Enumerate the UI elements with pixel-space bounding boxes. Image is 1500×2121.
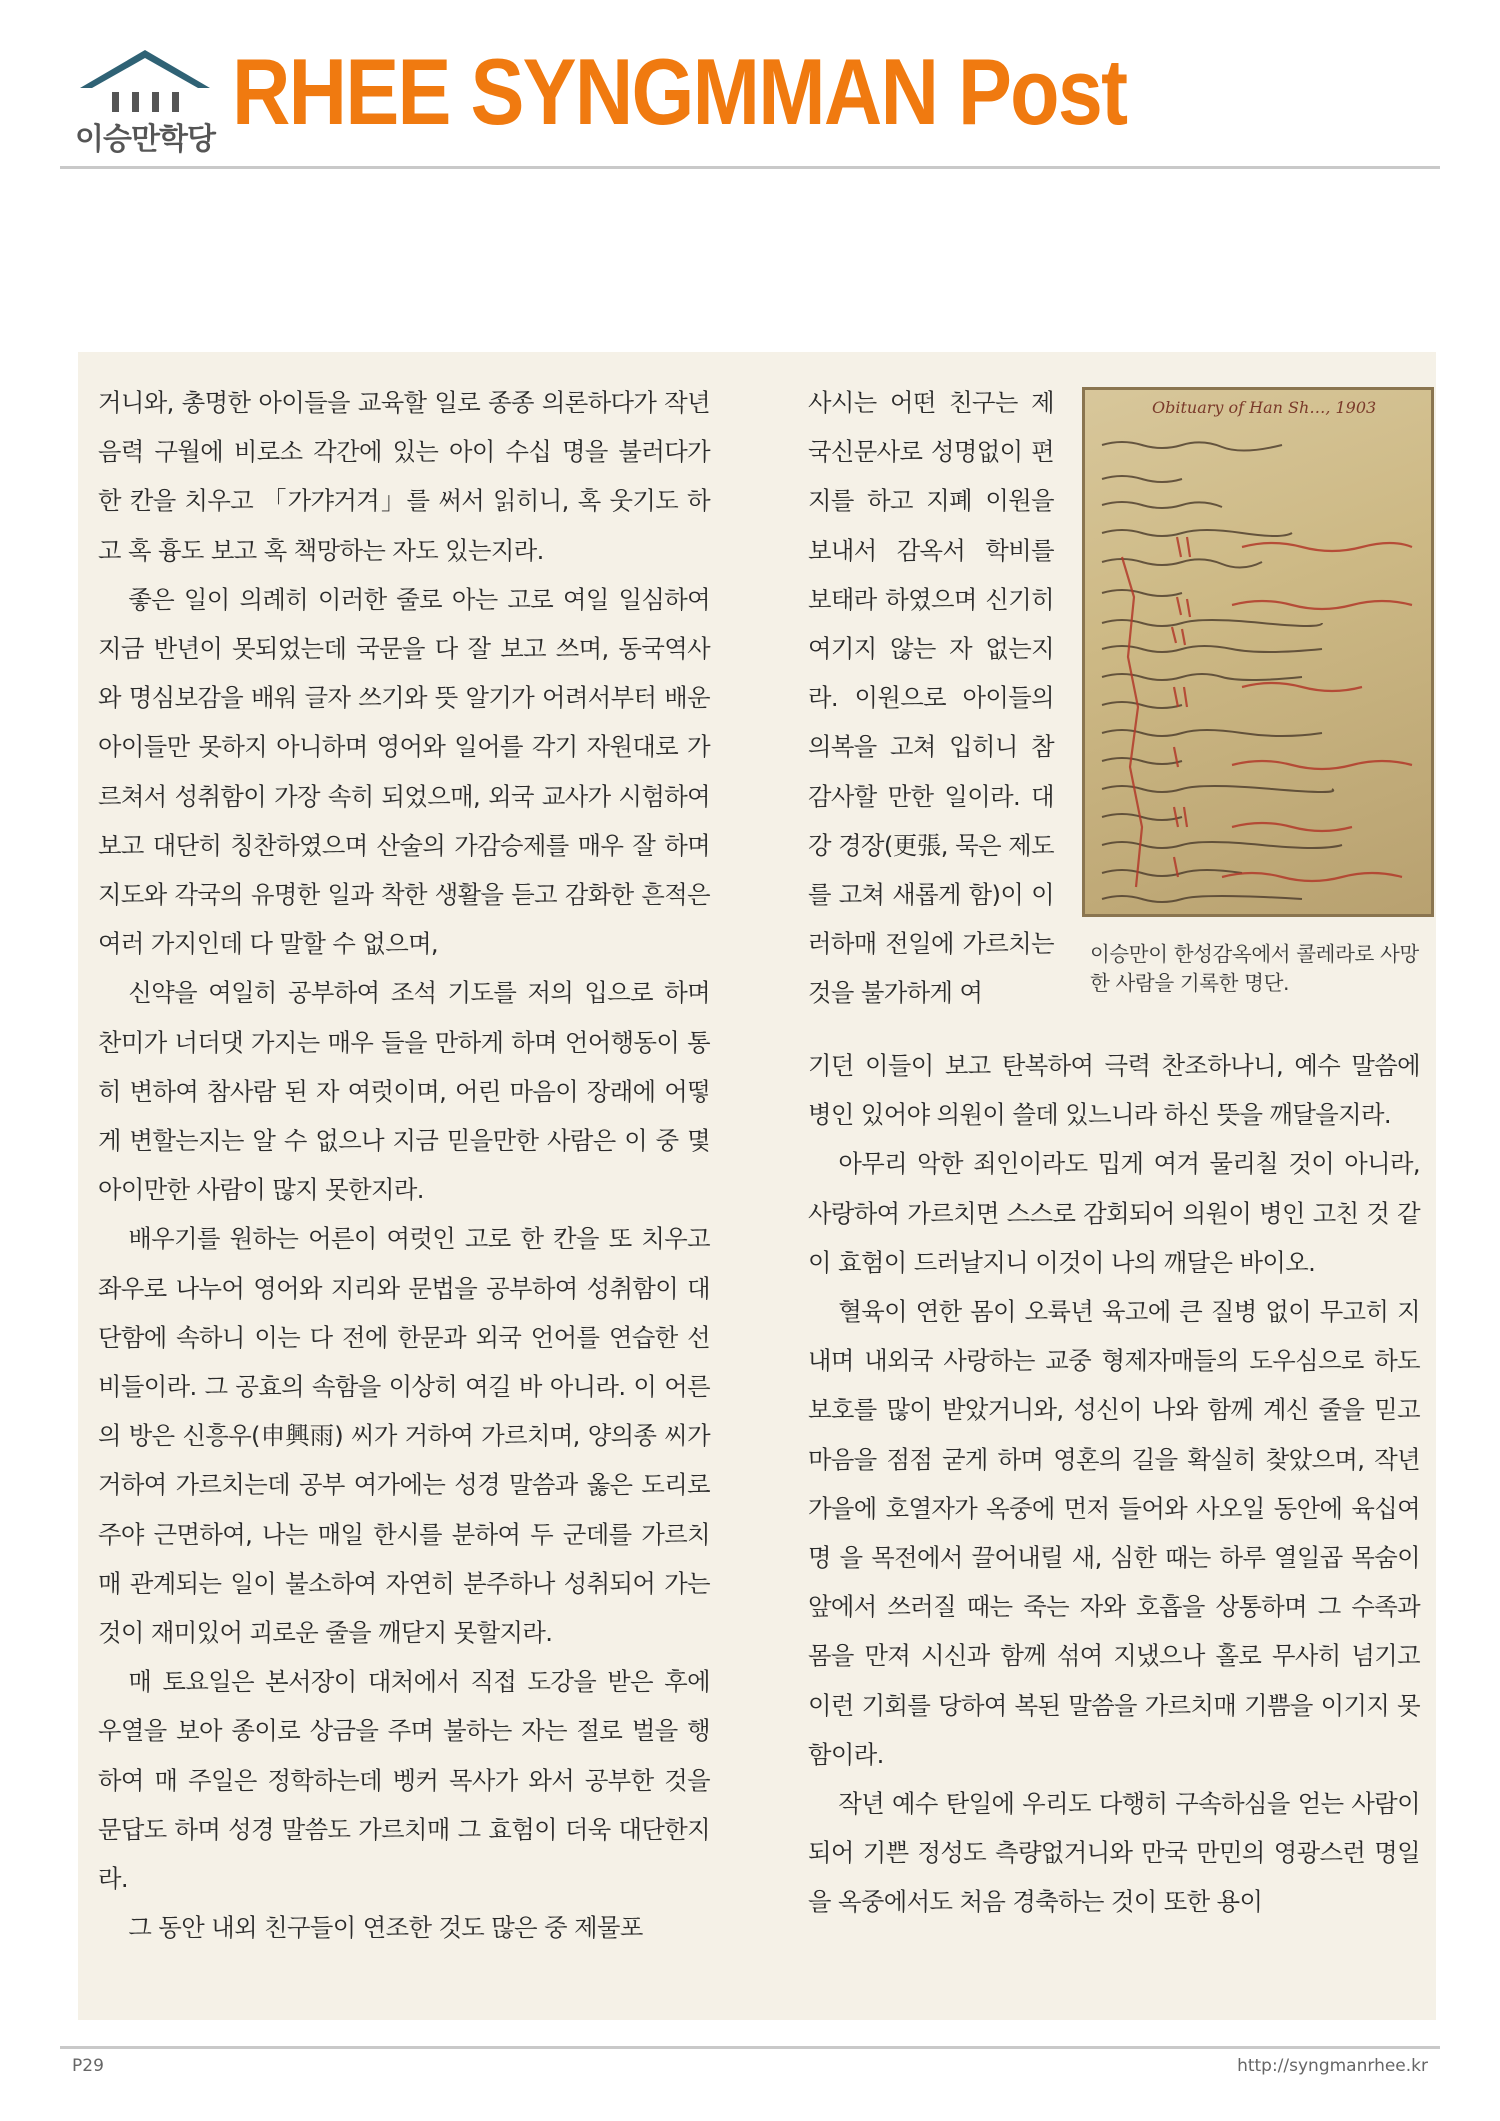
header-divider bbox=[60, 166, 1440, 169]
masthead bbox=[60, 40, 1440, 168]
logo-text: 이승만학당 bbox=[75, 122, 215, 157]
ledger-photo bbox=[1082, 387, 1434, 917]
photo-caption: 이승만이 한성감옥에서 콜레라로 사망한 사람을 기록한 명단. bbox=[1090, 942, 1419, 995]
paragraph: 신약을 여일히 공부하여 조석 기도를 저의 입으로 하며 찬미가 너더댓 가지는 매우 들을 만하게 하며 언어행동이 통히 변하여 참사람 된 자 여럿이며, 어린 마음이 장래에 어떻게 변할는지는 알 수 없으나 지금 믿을만한 사람은 이 중 몇 아이만한 사람이 많지 못한지라. bbox=[98, 978, 710, 1205]
paragraph: 배우기를 원하는 어른이 여럿인 고로 한 칸을 또 치우고 좌우로 나누어 영어와 지리와 문법을 공부하여 성취함이 대단함에 속하니 이는 다 전에 한문과 외국 언어를 연습한 선비들이라. 그 공효의 속함을 이상히 여길 바 아니라. 이 어른의 방은 신흥우(申興雨) 씨가 거하여 가르치며, 양의종 씨가 거하여 가르치는데 공부 여가에는 성경 말씀과 옳은 도리로 주야 근면하여, 나는 매일 한시를 분하여 두 군데를 가르치매 관계되는 일이 불소하여 자연히 분주하나 성취되어 가는 것이 재미있어 괴로운 줄을 깨닫지 못할지라. bbox=[98, 1224, 710, 1648]
paragraph: 거니와, 총명한 아이들을 교육할 일로 종종 의론하다가 작년 음력 구월에 비로소 각간에 있는 아이 수십 명을 불러다가 한 칸을 치우고 「가갸거겨」를 써서 읽히니, 혹 웃기도 하고 혹 흉도 보고 혹 책망하는 자도 있는지라. bbox=[98, 388, 710, 565]
school-logo bbox=[60, 46, 220, 164]
paragraph: 사시는 어떤 친구는 제국신문사로 성명없이 편지를 하고 지폐 이원을 보내서 감옥서 학비를 보태라 하였으며 신기히 여기지 않는 자 없는지라. 이원으로 아이들의 의복을 고쳐 입히니 참 감사할 만한 일이라. 대강 경장(更張, 묵은 제도를 고쳐 새롭게 함)이 이러하매 전일에 가르치는 것을 불가하게 여 bbox=[808, 388, 1054, 1008]
article-right-narrow-column bbox=[808, 378, 1054, 1018]
paragraph: 작년 예수 탄일에 우리도 다행히 구속하심을 얻는 사람이 되어 기쁜 정성도 측량없거니와 만국 만민의 영광스런 명일을 옥중에서도 처음 경축하는 것이 또한 용이 bbox=[808, 1789, 1420, 1917]
article-left-column bbox=[98, 378, 710, 1953]
site-url-link[interactable]: http://syngmanrhee.kr bbox=[1237, 2056, 1428, 2076]
paragraph: 좋은 일이 의례히 이러한 줄로 아는 고로 여일 일심하여 지금 반년이 못되었는데 국문을 다 잘 보고 쓰며, 동국역사와 명심보감을 배워 글자 쓰기와 뜻 알기가 어려서부터 배운 아이들만 못하지 아니하며 영어와 일어를 각기 자원대로 가르쳐서 성취함이 가장 속히 되었으매, 외국 교사가 시험하여 보고 대단히 칭찬하였으며 산술의 가감승제를 매우 잘 하며 지도와 각국의 유명한 일과 착한 생활을 듣고 감화한 흔적은 여러 가지인데 다 말할 수 없으며, bbox=[98, 584, 710, 959]
brand-title: RHEE SYNGMMAN Post bbox=[232, 39, 1127, 144]
paragraph: 혈육이 연한 몸이 오륙년 육고에 큰 질병 없이 무고히 지내며 내외국 사랑하는 교중 형제자매들의 도우심으로 하도 보호를 많이 받았거니와, 성신이 나와 함께 계신 줄을 믿고 마음을 점점 굳게 하며 영혼의 길을 확실히 찾았으며, 작년 가을에 호열자가 옥중에 먼저 들어와 사오일 동안에 육십여명 을 목전에서 끌어내릴 새, 심한 때는 하루 열일곱 목숨이 앞에서 쓰러질 때는 죽는 자와 호흡을 상통하며 그 수족과 몸을 만져 시신과 함께 섞여 지냈으나 홀로 무사히 넘기고 이런 기회를 당하여 복된 말씀을 가르치매 기쁨을 이기지 못함이라. bbox=[808, 1297, 1420, 1769]
footer-divider bbox=[60, 2046, 1440, 2049]
house-roof-icon bbox=[70, 46, 220, 118]
paragraph: 매 토요일은 본서장이 대처에서 직접 도강을 받은 후에 우열을 보아 종이로 상금을 주며 불하는 자는 절로 벌을 행하여 매 주일은 정학하는데 벵커 목사가 와서 공부한 것을 문답도 하며 성경 말씀도 가르치매 그 효험이 더욱 대단한지라. bbox=[98, 1667, 710, 1894]
handwritten-ledger-image bbox=[1082, 387, 1434, 917]
paragraph: 그 동안 내외 친구들이 연조한 것도 많은 중 제물포 bbox=[128, 1913, 643, 1943]
paragraph: 아무리 악한 죄인이라도 밉게 여겨 물리칠 것이 아니라, 사랑하여 가르치면 스스로 감회되어 의원이 병인 고친 것 같이 효험이 드러날지니 이것이 나의 깨달은 바이오. bbox=[808, 1149, 1420, 1277]
ledger-heading: Obituary of Han Sh…, 1903 bbox=[1152, 398, 1377, 417]
paragraph: 기던 이들이 보고 탄복하여 극력 찬조하나니, 예수 말씀에 병인 있어야 의원이 쓸데 있느니라 하신 뜻을 깨달을지라. bbox=[808, 1051, 1420, 1130]
article-right-column bbox=[808, 1041, 1420, 1927]
page-number: P29 bbox=[72, 2056, 104, 2076]
